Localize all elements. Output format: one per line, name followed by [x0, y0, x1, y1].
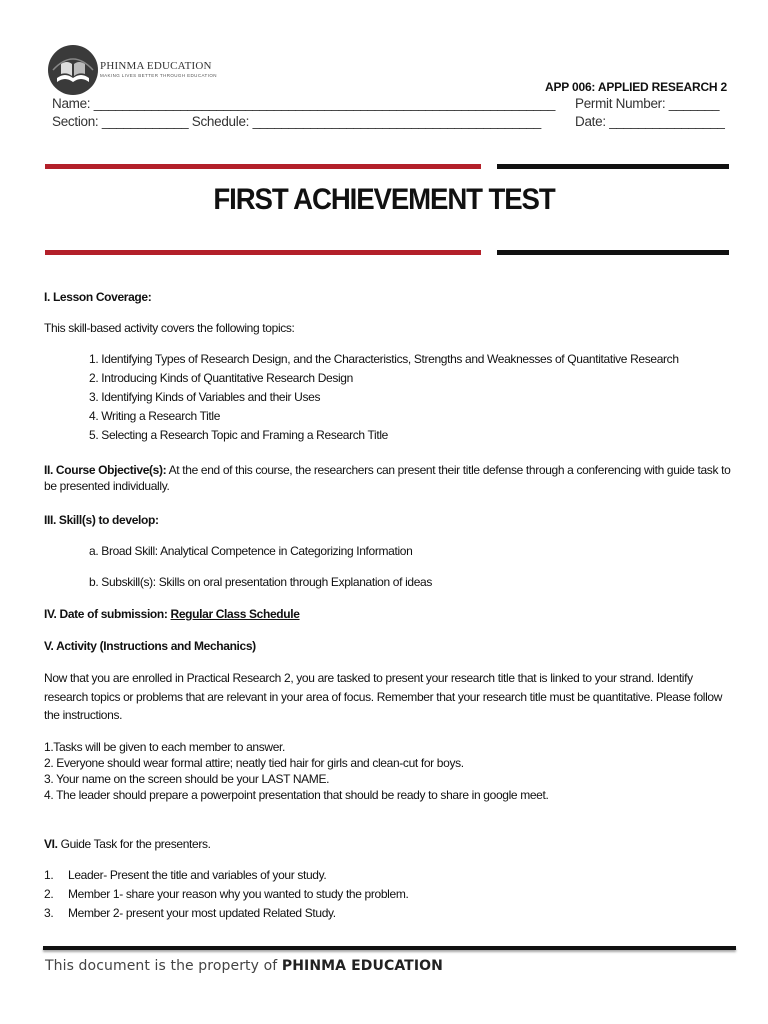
- list-item: 2. Everyone should wear formal attire; neatly tied hair for girls and clean-cut for boys.: [44, 756, 464, 770]
- course-objective-heading: II. Course Objective(s):: [44, 463, 167, 477]
- list-item: [44, 867, 408, 886]
- course-objective-text: At the end of this course, the researchers can present their title defense through a conferencing with guide task to be presented individually.: [44, 463, 731, 493]
- bottom-black-rule: [497, 250, 729, 255]
- guide-task-heading: VI.: [44, 837, 58, 851]
- bottom-red-rule: [45, 250, 481, 255]
- top-black-rule: [497, 164, 729, 169]
- brand-name: PHINMA EDUCATION: [100, 60, 212, 72]
- activity-heading: V. Activity (Instructions and Mechanics): [44, 639, 256, 653]
- footer-owner: PHINMA EDUCATION: [281, 958, 443, 974]
- guide-task: [44, 836, 211, 852]
- course-objective: [44, 462, 734, 494]
- footer-prefix: This document is the property of: [45, 958, 282, 974]
- page-title: FIRST ACHIEVEMENT TEST: [213, 183, 555, 216]
- list-item: 2. Introducing Kinds of Quantitative Research Design: [89, 371, 353, 385]
- section-schedule-field: Section: ____________ Schedule: ________________________________________: [52, 114, 541, 129]
- list-item: 5. Selecting a Research Topic and Framing a Research Title: [89, 428, 388, 442]
- submission-date-value: Regular Class Schedule: [170, 607, 300, 621]
- list-item: 1.Tasks will be given to each member to answer.: [44, 740, 286, 754]
- footer-rule: [43, 946, 736, 950]
- broad-skill: a. Broad Skill: Analytical Competence in Categorizing Information: [89, 544, 413, 558]
- name-field: Name: ________________________________________________________________: [52, 96, 556, 111]
- guide-task-text: Guide Task for the presenters.: [57, 837, 211, 851]
- skills-heading: III. Skill(s) to develop:: [44, 513, 159, 527]
- activity-description: Now that you are enrolled in Practical Research 2, you are tasked to present your research title that is linked to your strand. Identify research topics or problems that are relevant in your area of focus. Remember that your research title must be quantitative. Please follow the instructions.: [44, 671, 723, 722]
- list-number: 1.: [44, 868, 54, 882]
- lesson-intro: This skill-based activity covers the following topics:: [44, 321, 295, 335]
- submission-date: [44, 606, 300, 622]
- brand-tagline: MAKING LIVES BETTER THROUGH EDUCATION: [100, 73, 217, 78]
- phinma-logo-icon: [47, 44, 99, 96]
- subskill: b. Subskill(s): Skills on oral presentation through Explanation of ideas: [89, 575, 433, 589]
- guide-list: [44, 867, 408, 924]
- permit-number-field: Permit Number: _______: [575, 96, 720, 111]
- footer-text: [45, 958, 443, 974]
- list-number: 2.: [44, 887, 54, 901]
- list-item: 3. Identifying Kinds of Variables and their Uses: [89, 390, 321, 404]
- topic-list: [89, 351, 679, 446]
- list-item: [44, 905, 408, 924]
- lesson-coverage-heading: I. Lesson Coverage:: [44, 290, 152, 304]
- list-item: 4. Writing a Research Title: [89, 409, 221, 423]
- list-text: Member 2- present your most updated Related Study.: [68, 906, 336, 920]
- top-red-rule: [45, 164, 481, 169]
- course-code: APP 006: APPLIED RESEARCH 2: [545, 80, 727, 94]
- list-item: [44, 886, 408, 905]
- list-text: Member 1- share your reason why you wanted to study the problem.: [68, 887, 409, 901]
- list-item: 4. The leader should prepare a powerpoint presentation that should be ready to share in google meet.: [44, 788, 549, 802]
- list-text: Leader- Present the title and variables of your study.: [68, 868, 327, 882]
- date-field: Date: ________________: [575, 114, 725, 129]
- list-number: 3.: [44, 906, 54, 920]
- list-item: 1. Identifying Types of Research Design, and the Characteristics, Strengths and Weaknesses of Quantitative Research: [89, 352, 679, 366]
- list-item: 3. Your name on the screen should be your LAST NAME.: [44, 772, 330, 786]
- instruction-list: [44, 739, 548, 803]
- submission-date-heading: IV. Date of submission:: [44, 607, 171, 621]
